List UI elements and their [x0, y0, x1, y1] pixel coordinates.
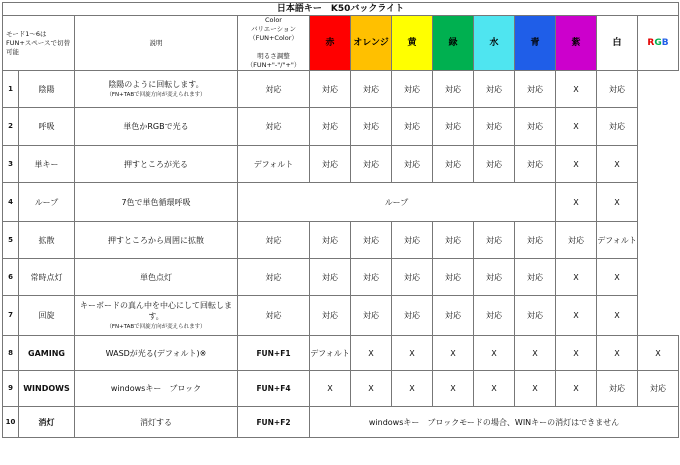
row-number: 5 — [3, 222, 19, 259]
row-number: 2 — [3, 108, 19, 146]
support-cell: 対応 — [515, 222, 556, 259]
color-header-red: 赤 — [310, 16, 351, 71]
support-cell: 対応 — [310, 259, 351, 296]
support-cell: 対応 — [474, 296, 515, 336]
support-cell: X — [515, 336, 556, 371]
support-cell: 対応 — [638, 371, 679, 407]
support-cell: 対応 — [474, 71, 515, 108]
row-number: 3 — [3, 146, 19, 183]
table-row — [3, 146, 679, 183]
support-cell: 対応 — [433, 296, 474, 336]
row-number: 7 — [3, 296, 19, 336]
table-row — [3, 222, 679, 259]
color-header-yellow: 黄 — [392, 16, 433, 71]
mode-note-header: モード1～6は FUN+スペースで切替 可能 — [3, 16, 75, 71]
support-cell: X — [556, 146, 597, 183]
support-cell: 対応 — [351, 146, 392, 183]
support-cell: 対応 — [597, 108, 638, 146]
mode-name: WINDOWS — [19, 371, 75, 407]
support-cell: 対応 — [310, 222, 351, 259]
support-cell: X — [556, 108, 597, 146]
support-cell: 対応 — [474, 146, 515, 183]
support-cell: 対応 — [310, 296, 351, 336]
support-cell: 対応 — [392, 108, 433, 146]
color-header-cyan: 水 — [474, 16, 515, 71]
support-cell: X — [351, 371, 392, 407]
support-cell: X — [351, 336, 392, 371]
color-header-orange: オレンジ — [351, 16, 392, 71]
support-cell: デフォルト — [238, 146, 310, 183]
mode-name: 呼吸 — [19, 108, 75, 146]
merged-support-cell: ループ — [238, 183, 556, 222]
support-cell: 対応 — [238, 296, 310, 336]
color-header-purple: 紫 — [556, 16, 597, 71]
support-cell: 対応 — [515, 259, 556, 296]
support-cell: X — [556, 71, 597, 108]
description-text: WASDが光る(デフォルト)※ — [105, 348, 207, 358]
support-cell: 対応 — [310, 108, 351, 146]
table-row — [3, 183, 679, 222]
support-cell: 対応 — [351, 108, 392, 146]
description-text: windowsキー ブロック — [110, 384, 202, 393]
support-cell: 対応 — [310, 146, 351, 183]
support-cell: 対応 — [515, 71, 556, 108]
support-cell: 対応 — [597, 371, 638, 407]
color-header-blue: 青 — [515, 16, 556, 71]
support-cell: X — [310, 371, 351, 407]
header-row — [3, 16, 679, 71]
table-row — [3, 296, 679, 336]
support-cell: 対応 — [392, 71, 433, 108]
support-cell: 対応 — [515, 108, 556, 146]
row-number: 10 — [3, 407, 19, 438]
description-text: 押すところから周囲に拡散 — [108, 235, 204, 245]
support-cell: X — [556, 259, 597, 296]
description-text: 押すところが光る — [124, 159, 188, 169]
merged-support-cell: windowsキー ブロックモードの場合、WINキーの消灯はできません — [310, 407, 679, 438]
mode-description — [75, 296, 238, 336]
support-cell: 対応 — [474, 222, 515, 259]
color-header-green: 緑 — [433, 16, 474, 71]
support-cell: 対応 — [474, 108, 515, 146]
mode-name: 陰陽 — [19, 71, 75, 108]
support-cell: 対応 — [556, 222, 597, 259]
mode-name: 常時点灯 — [19, 259, 75, 296]
table-title: 日本語キー K50バックライト — [3, 3, 679, 16]
support-cell: 対応 — [433, 146, 474, 183]
mode-name: 回旋 — [19, 296, 75, 336]
support-cell: X — [597, 336, 638, 371]
table-row — [3, 407, 679, 438]
support-cell: 対応 — [351, 222, 392, 259]
table-body — [3, 71, 679, 438]
description-text: 単色点灯 — [140, 272, 172, 282]
mode-description — [75, 146, 238, 183]
row-number: 9 — [3, 371, 19, 407]
support-cell: X — [597, 183, 638, 222]
support-cell: 対応 — [433, 71, 474, 108]
description-text: 単色かRGBで光る — [123, 122, 189, 131]
table-row — [3, 71, 679, 108]
mode-description — [75, 259, 238, 296]
support-cell: X — [556, 296, 597, 336]
description-note: （FN+TABで回旋方向が変えられます） — [106, 324, 206, 330]
table-row — [3, 108, 679, 146]
color-header-rgb: RGB — [638, 16, 679, 71]
description-header: 説明 — [75, 16, 238, 71]
mode-name: GAMING — [19, 336, 75, 371]
support-cell: X — [474, 371, 515, 407]
mode-description — [75, 222, 238, 259]
mode-description — [75, 371, 238, 407]
table-row — [3, 371, 679, 407]
support-cell: X — [474, 336, 515, 371]
support-cell: 対応 — [392, 259, 433, 296]
support-cell: 対応 — [392, 222, 433, 259]
support-cell: 対応 — [238, 259, 310, 296]
support-cell: 対応 — [433, 108, 474, 146]
mode-name: ループ — [19, 183, 75, 222]
support-cell: 対応 — [351, 71, 392, 108]
support-cell: 対応 — [392, 146, 433, 183]
mode-description — [75, 407, 238, 438]
support-cell: 対応 — [238, 222, 310, 259]
support-cell: X — [392, 336, 433, 371]
support-cell: X — [556, 371, 597, 407]
color-variation-note: Color バリエーション （FUN+Color） 明るさ調整 （FUN+"-"/"+"） — [238, 16, 310, 71]
description-text: 陰陽のように回転します。 — [108, 80, 204, 89]
shortcut-key: FUN+F4 — [238, 371, 310, 407]
mode-name: 消灯 — [19, 407, 75, 438]
description-text: キーボードの真ん中を中心にして回転します。 — [80, 301, 232, 321]
description-text: 消灯する — [140, 417, 172, 427]
mode-description — [75, 336, 238, 371]
support-cell: デフォルト — [597, 222, 638, 259]
support-cell: X — [392, 371, 433, 407]
support-cell: 対応 — [310, 71, 351, 108]
support-cell: X — [597, 146, 638, 183]
row-number: 1 — [3, 71, 19, 108]
support-cell: 対応 — [433, 259, 474, 296]
table-row — [3, 336, 679, 371]
support-cell: 対応 — [238, 71, 310, 108]
shortcut-key: FUN+F1 — [238, 336, 310, 371]
support-cell: 対応 — [597, 71, 638, 108]
support-cell: 対応 — [351, 296, 392, 336]
support-cell: X — [638, 336, 679, 371]
shortcut-key: FUN+F2 — [238, 407, 310, 438]
mode-description — [75, 183, 238, 222]
color-header-white: 白 — [597, 16, 638, 71]
mode-description — [75, 108, 238, 146]
description-text: 7色で単色循環呼吸 — [121, 197, 191, 207]
support-cell: 対応 — [515, 296, 556, 336]
support-cell: 対応 — [515, 146, 556, 183]
support-cell: 対応 — [433, 222, 474, 259]
support-cell: X — [433, 371, 474, 407]
description-note: （FN+TABで回旋方向が変えられます） — [106, 92, 206, 98]
backlight-table — [2, 2, 679, 438]
support-cell: X — [515, 371, 556, 407]
row-number: 8 — [3, 336, 19, 371]
mode-name: 単キー — [19, 146, 75, 183]
support-cell: 対応 — [238, 108, 310, 146]
row-number: 4 — [3, 183, 19, 222]
support-cell: 対応 — [474, 259, 515, 296]
mode-name: 拡散 — [19, 222, 75, 259]
support-cell: X — [597, 259, 638, 296]
row-number: 6 — [3, 259, 19, 296]
support-cell: X — [597, 296, 638, 336]
support-cell: デフォルト — [310, 336, 351, 371]
support-cell: X — [556, 336, 597, 371]
support-cell: X — [433, 336, 474, 371]
support-cell: 対応 — [351, 259, 392, 296]
mode-description — [75, 71, 238, 108]
table-row — [3, 259, 679, 296]
support-cell: X — [556, 183, 597, 222]
support-cell: 対応 — [392, 296, 433, 336]
